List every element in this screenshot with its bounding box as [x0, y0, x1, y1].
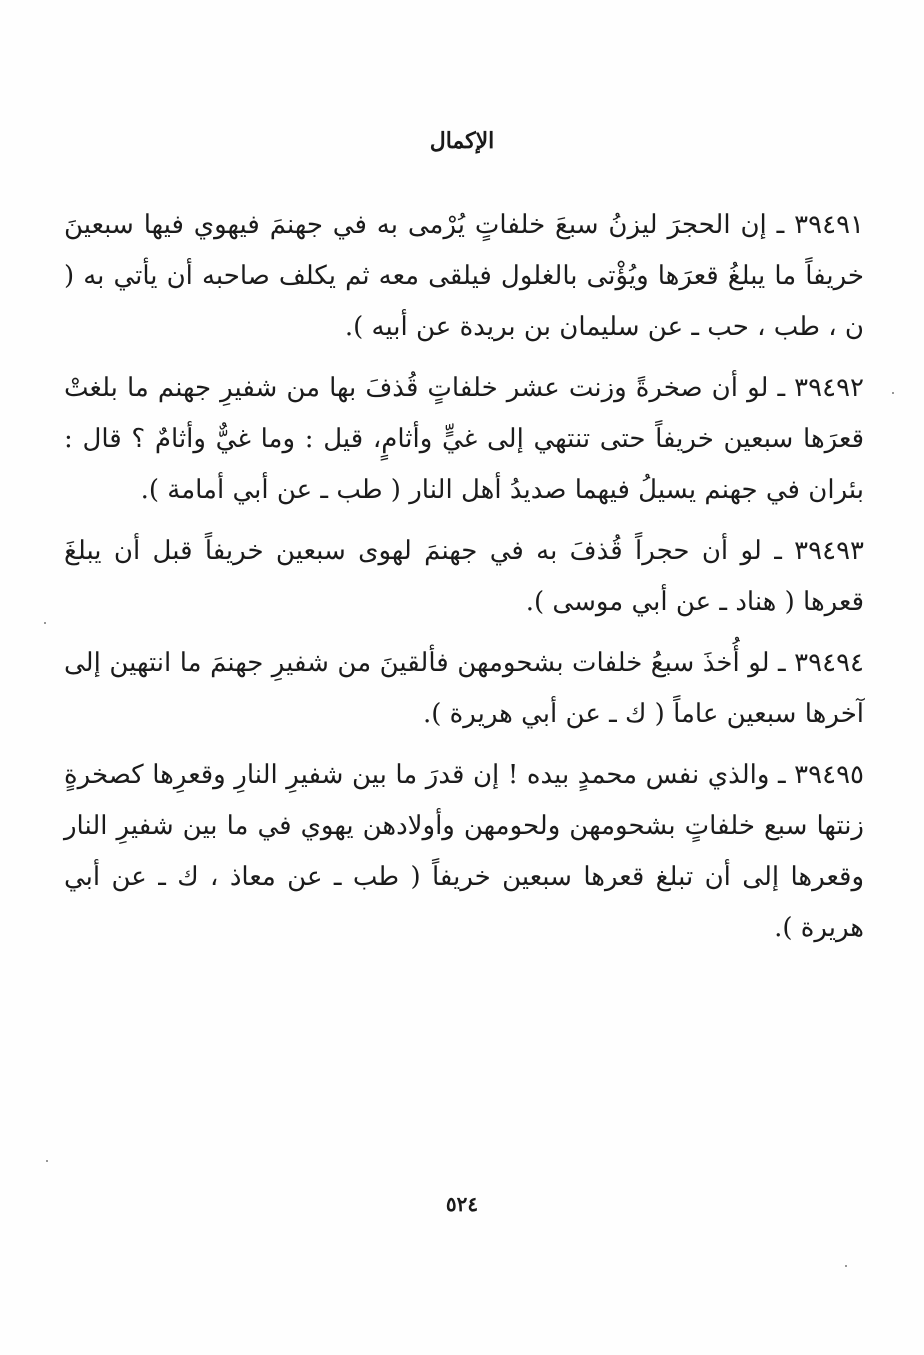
hadith-text: والذي نفس محمدٍ بيده ! إن قدرَ ما بين شفيرِ النارِ وقعرِها كصخرةٍ زنتها سبع خلفاتٍ بشحومهن ولحومهن وأولادهن يهوي في ما بين شفيرِ النار وقعرها إلى أن تبلغ قعرها سبعين خريفاً ( طب ـ عن معاذ ، ك ـ عن أبي هريرة ).: [64, 760, 864, 943]
page-number: ٥٢٤: [445, 1192, 479, 1216]
hadith-text: لو أن حجراً قُذفَ به في جهنمَ لهوى سبعين خريفاً قبل أن يبلغَ قعرها ( هناد ـ عن أبي موسى ).: [64, 536, 864, 617]
hadith-text: لو أن صخرةً وزنت عشر خلفاتٍ قُذفَ بها من شفيرِ جهنم ما بلغتْ قعرَها سبعين خريفاً حتى تنتهي إلى غيٍّ وأثامٍ، قيل : وما غيٌّ وأثامٌ ؟ قال : بئران في جهنم يسيلُ فيهما صديدُ أهل النار ( طب ـ عن أبي أمامة ).: [64, 373, 864, 505]
page-body: [64, 200, 864, 964]
hadith-entry: ٣٩٤٩٣ ـ لو أن حجراً قُذفَ به في جهنمَ لهوى سبعين خريفاً قبل أن يبلغَ قعرها ( هناد ـ عن أبي موسى ).: [64, 536, 864, 617]
hadith-number: ٣٩٤٩١: [794, 210, 864, 240]
page-title: الإكمال: [429, 128, 495, 154]
scan-speck: [845, 1265, 847, 1267]
hadith-number: ٣٩٤٩٥: [794, 760, 864, 790]
hadith-entry: ٣٩٤٩١ ـ إن الحجرَ ليزنُ سبعَ خلفاتٍ يُرْمى به في جهنمَ فيهوي فيها سبعينَ خريفاً ما يبلغُ قعرَها ويُؤْتى بالغلول فيلقى معه ثم يكلف صاحبه أن يأتي به ( ن ، طب ، حب ـ عن سليمان بن بريدة عن أبيه ).: [64, 210, 864, 342]
hadith-entry: ٣٩٤٩٥ ـ والذي نفس محمدٍ بيده ! إن قدرَ ما بين شفيرِ النارِ وقعرِها كصخرةٍ زنتها سبع خلفاتٍ بشحومهن ولحومهن وأولادهن يهوي في ما بين شفيرِ النار وقعرها إلى أن تبلغ قعرها سبعين خريفاً ( طب ـ عن معاذ ، ك ـ عن أبي هريرة ).: [64, 760, 864, 943]
hadith-entry: ٣٩٤٩٢ ـ لو أن صخرةً وزنت عشر خلفاتٍ قُذفَ بها من شفيرِ جهنم ما بلغتْ قعرَها سبعين خريفاً حتى تنتهي إلى غيٍّ وأثامٍ، قيل : وما غيٌّ وأثامٌ ؟ قال : بئران في جهنم يسيلُ فيهما صديدُ أهل النار ( طب ـ عن أبي أمامة ).: [64, 373, 864, 505]
scan-speck: [46, 1160, 48, 1162]
hadith-number: ٣٩٤٩٢: [794, 373, 864, 403]
hadith-number: ٣٩٤٩٣: [794, 536, 864, 566]
scan-speck: [892, 392, 894, 394]
hadith-entry: ٣٩٤٩٤ ـ لو أُخذَ سبعُ خلفات بشحومهن فألقينَ من شفيرِ جهنمَ ما انتهين إلى آخرها سبعين عاماً ( ك ـ عن أبي هريرة ).: [64, 648, 864, 729]
scan-speck: [44, 622, 46, 624]
hadith-text: لو أُخذَ سبعُ خلفات بشحومهن فألقينَ من شفيرِ جهنمَ ما انتهين إلى آخرها سبعين عاماً ( ك ـ عن أبي هريرة ).: [64, 648, 864, 729]
hadith-text: إن الحجرَ ليزنُ سبعَ خلفاتٍ يُرْمى به في جهنمَ فيهوي فيها سبعينَ خريفاً ما يبلغُ قعرَها ويُؤْتى بالغلول فيلقى معه ثم يكلف صاحبه أن يأتي به ( ن ، طب ، حب ـ عن سليمان بن بريدة عن أبيه ).: [64, 210, 864, 342]
hadith-number: ٣٩٤٩٤: [794, 648, 864, 678]
